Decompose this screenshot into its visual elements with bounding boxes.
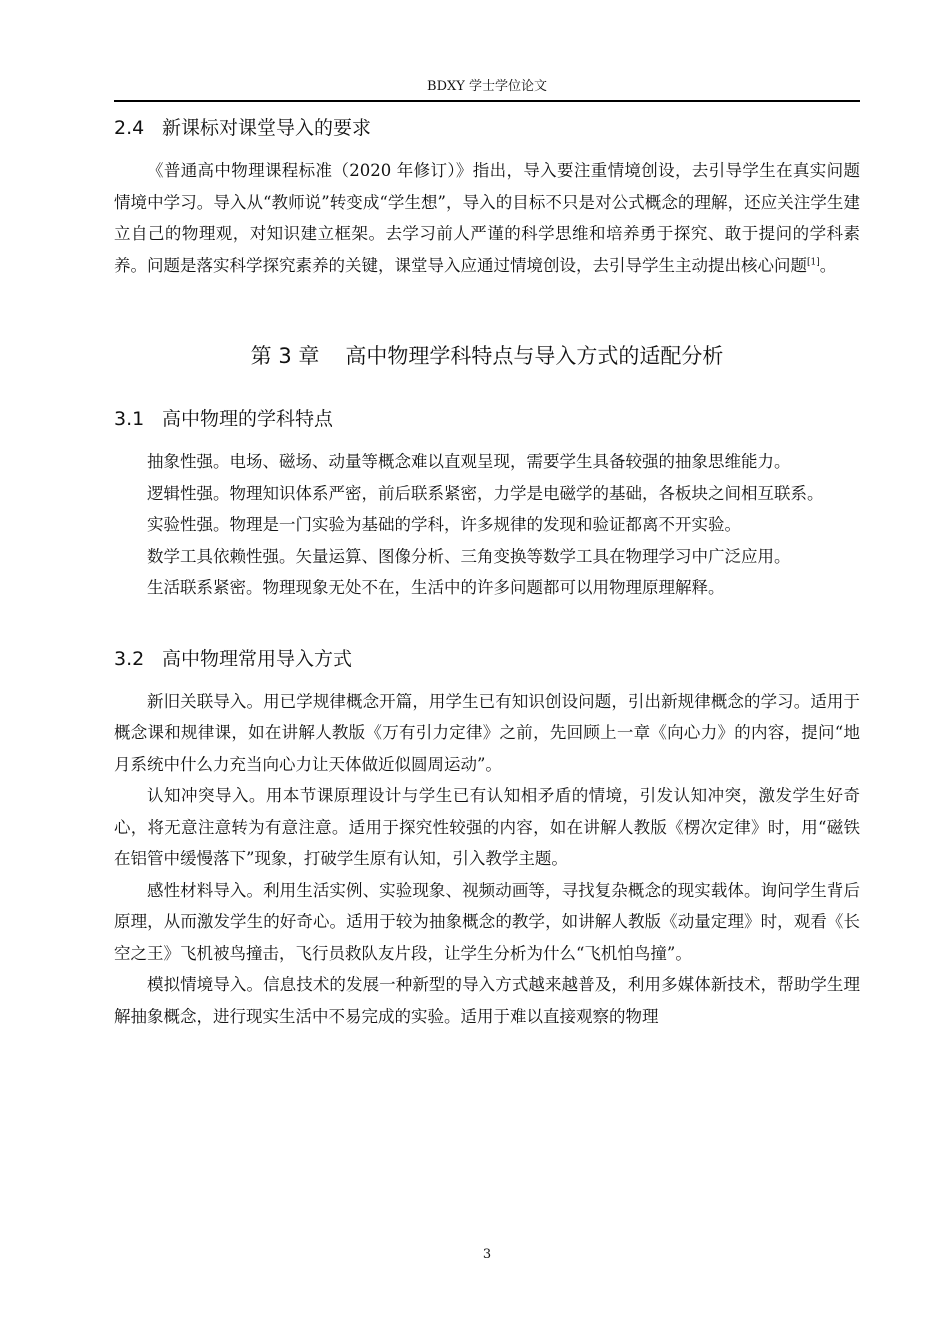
paragraph: 实验性强。物理是一门实验为基础的学科，许多规律的发现和验证都离不开实验。 [147, 515, 741, 534]
running-header: BDXY 学士学位论文 [427, 79, 547, 94]
section-heading-2-4 [114, 113, 860, 143]
section-3-1-body [114, 446, 860, 604]
section-heading-3-2 [114, 644, 860, 674]
paragraph: 抽象性强。电场、磁场、动量等概念难以直观呈现，需要学生具备较强的抽象思维能力。 [147, 452, 791, 471]
chapter-title: 高中物理学科特点与导入方式的适配分析 [345, 344, 724, 368]
paragraph: 数学工具依赖性强。矢量运算、图像分析、三角变换等数学工具在物理学习中广泛应用。 [147, 546, 791, 566]
paragraph-text: 《普通高中物理课程标准（2020 年修订）》指出，导入要注重情境创设，去引导学生在真实问题情境中学习。导入从“教师说”转变成“学生想”，导入的目标不只是对公式概念的理解，还应关注学生建立自己的物理观，对知识建立框架。去学习前人严谨的科学思维和培养勇于探究、敢于提问的学科素养。问题是落实科学探究素养的关键，课堂导入应通过情境创设，去引导学生主动提出核心问题 [114, 161, 860, 275]
section-title: 新课标对课堂导入的要求 [162, 117, 372, 139]
paragraph [114, 155, 860, 281]
section-number: 3.1 [114, 408, 145, 430]
citation-ref: [1] [807, 257, 820, 267]
paragraph: 生活联系紧密。物理现象无处不在，生活中的许多问题都可以用物理原理解释。 [147, 578, 725, 597]
section-title: 高中物理的学科特点 [162, 408, 334, 430]
chapter-number: 第 3 章 [250, 344, 320, 368]
page-number: 3 [482, 1247, 492, 1262]
paragraph: 认知冲突导入。用本节课原理设计与学生已有认知相矛盾的情境，引发认知冲突，激发学生好奇心，将无意注意转为有意注意。适用于探究性较强的内容，如在讲解人教版《楞次定律》时，用“磁铁在铝管中缓慢落下”现象，打破学生原有认知，引入教学主题。 [114, 786, 860, 868]
page-body [114, 113, 860, 1032]
section-heading-3-1 [114, 404, 860, 434]
section-number: 3.2 [114, 647, 145, 670]
paragraph: 模拟情境导入。信息技术的发展一种新型的导入方式越来越普及，利用多媒体新技术，帮助学生理解抽象概念，进行现实生活中不易完成的实验。适用于难以直接观察的物理 [114, 975, 860, 1026]
section-3-2-body [114, 686, 860, 1033]
paragraph-end: 。 [819, 255, 837, 275]
header-divider [114, 100, 860, 102]
chapter-heading [114, 338, 860, 374]
paragraph: 逻辑性强。物理知识体系严密，前后联系紧密，力学是电磁学的基础，各板块之间相互联系。 [147, 483, 824, 503]
section-title: 高中物理常用导入方式 [162, 647, 353, 670]
paragraph: 感性材料导入。利用生活实例、实验现象、视频动画等，寻找复杂概念的现实载体。询问学生背后原理，从而激发学生的好奇心。适用于较为抽象概念的教学，如讲解人教版《动量定理》时，观看《长空之王》飞机被鸟撞击，飞行员救队友片段，让学生分析为什么“飞机怕鸟撞”。 [114, 880, 860, 963]
section-number: 2.4 [114, 117, 145, 139]
paragraph: 新旧关联导入。用已学规律概念开篇，用学生已有知识创设问题，引出新规律概念的学习。适用于概念课和规律课，如在讲解人教版《万有引力定律》之前，先回顾上一章《向心力》的内容，提问“地月系统中什么力充当向心力让天体做近似圆周运动”。 [114, 691, 860, 774]
